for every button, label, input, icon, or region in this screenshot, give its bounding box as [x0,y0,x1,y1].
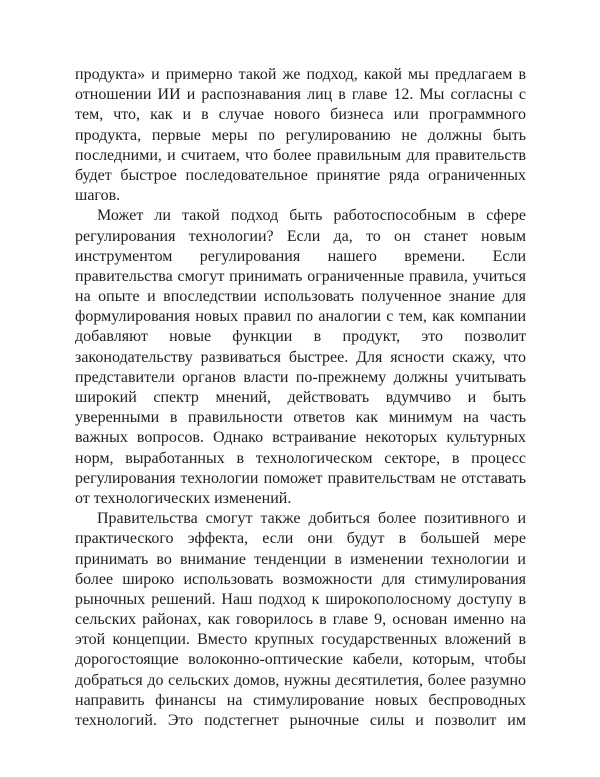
document-page [75,65,526,731]
text-line: законодательству развиваться быстрее. Для ясности скажу, что [75,348,526,366]
text-line: продукта» и примерно такой же подход, какой мы предлагаем в [75,66,526,83]
text-line: практического эффекта, если они будут в большей мере [75,530,526,548]
text-line: от технологических изменений. [75,489,292,507]
text-line: шагов. [75,187,121,205]
text-line: добраться до сельских домов, нужны десятилетия, более разумно [75,671,526,689]
text-line: формулирования новых правил по аналогии с тем, как компании [75,308,526,326]
text-line: на опыте и впоследствии использовать полученное знание для [75,288,526,306]
text-line: продукта, первые меры по регулированию не должны быть [75,126,526,144]
text-line: более широко использовать возможности для стимулирования [75,570,526,588]
text-line: этой концепции. Вместо крупных государственных вложений в [75,631,526,649]
text-line: отношении ИИ и распознавания лиц в главе 12. Мы согласны с [75,86,526,104]
text-line: норм, выработанных в технологическом секторе, в процесс [75,449,526,467]
text-line: последними, и считаем, что более правильным для правительств [75,146,526,164]
text-line: широкий спектр мнений, действовать вдумчиво и быть [75,389,526,406]
text-line: Может ли такой подход быть работоспособным в сфере [97,207,526,225]
text-line: регулирования технологии? Если да, то он станет новым [75,227,526,245]
text-line: технологий. Это подстегнет рыночные силы и позволит им [75,712,526,729]
text-line: дорогостоящие волоконно-оптические кабели, которым, чтобы [75,651,526,669]
text-line: важных вопросов. Однако встраивание некоторых культурных [75,429,526,447]
text-line: сельских районах, как говорилось в главе 9, основан именно на [75,611,526,629]
text-line: принимать во внимание тенденции в изменении технологии и [75,550,526,568]
text-line: направить финансы на стимулирование новых беспроводных [75,691,526,709]
text-line: представители органов власти по-прежнему должны учитывать [75,368,526,386]
text-line: уверенными в правильности ответов как минимум на часть [75,409,526,427]
text-line: рыночных решений. Наш подход к широкополосному доступу в [75,590,526,608]
text-line: правительства смогут принимать ограниченные правила, учиться [75,267,526,285]
text-line: будет быстрое последовательное принятие ряда ограниченных [75,166,526,184]
text-line: Правительства смогут также добиться более позитивного и [97,510,526,528]
text-line: добавляют новые функции в продукт, это позволит [75,328,526,346]
text-line: регулирования технологии поможет правительствам не отставать [75,469,526,487]
text-line: инструментом регулирования нашего времени. Если [75,247,526,265]
text-line: тем, что, как и в случае нового бизнеса или программного [75,106,526,124]
